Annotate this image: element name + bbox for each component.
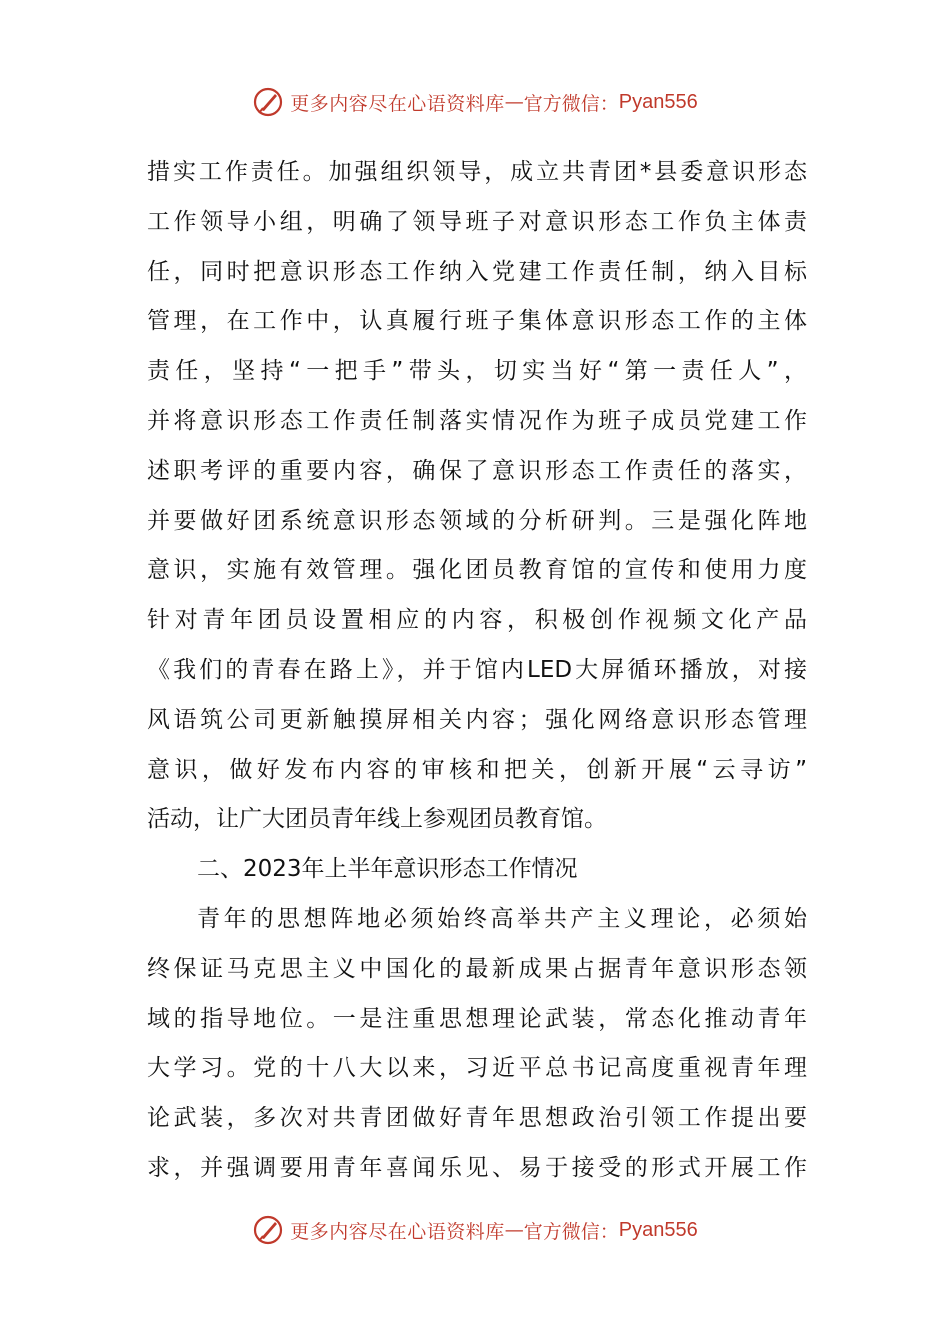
watermark-text: 更多内容尽在心语资料库 (290, 1220, 505, 1243)
watermark-wechat-id: Pyan556 (618, 90, 698, 113)
paragraph-1 (147, 148, 807, 845)
text-line: 措实工作责任。加强组织领导，成立共青团*县委意识形态 (147, 159, 807, 185)
text-line: 论武装，多次对共青团做好青年思想政治引领工作提出要 (147, 1105, 807, 1132)
text-line: 求，并强调要用青年喜闻乐见、易于接受的形式开展工作 (147, 1154, 807, 1181)
text-line: 意识，做好发布内容的审核和把关，创新开展“云寻访” (147, 756, 807, 783)
footer-watermark (0, 1210, 950, 1250)
text-line: 域的指导地位。一是注重思想理论武装，常态化推动青年 (147, 1005, 807, 1032)
text-line: 工作领导小组，明确了领导班子对意识形态工作负主体责 (147, 208, 807, 235)
text-line: 并将意识形态工作责任制落实情况作为班子成员党建工作 (147, 407, 807, 434)
text-line: 青年的思想阵地必须始终高举共产主义理论，必须始 (197, 905, 807, 932)
paragraph-2 (147, 895, 807, 1194)
watermark-text: 更多内容尽在心语资料库 (290, 92, 505, 115)
quill-logo-icon (252, 1214, 284, 1246)
text-line: 针对青年团员设置相应的内容，积极创作视频文化产品 (147, 607, 807, 634)
text-line: 并要做好团系统意识形态领域的分析研判。三是强化阵地 (147, 507, 807, 534)
watermark-separator: — (504, 1219, 524, 1241)
text-line: 大学习。党的十八大以来，习近平总书记高度重视青年理 (147, 1055, 807, 1082)
text-line: 终保证马克思主义中国化的最新成果占据青年意识形态领 (147, 955, 807, 982)
text-line: 意识，实施有效管理。强化团员教育馆的宣传和使用力度 (147, 557, 807, 584)
text-line: 任，同时把意识形态工作纳入党建工作责任制，纳入目标 (147, 258, 807, 285)
document-body (147, 148, 807, 1194)
watermark-wechat-label: 官方微信： (523, 92, 619, 115)
header-watermark (0, 82, 950, 122)
watermark-wechat-label: 官方微信： (523, 1220, 619, 1243)
text-line: 《我们的青春在路上》，并于馆内LED大屏循环播放，对接 (147, 656, 807, 683)
text-line: 风语筑公司更新触摸屏相关内容；强化网络意识形态管理 (147, 706, 807, 733)
quill-logo-icon (252, 86, 284, 118)
watermark-separator: — (504, 91, 524, 113)
text-line: 活动，让广大团员青年线上参观团员教育馆。 (147, 806, 607, 833)
text-line: 责任，坚持“一把手”带头，切实当好“第一责任人”， (147, 358, 807, 385)
section-heading: 二、2023年上半年意识形态工作情况 (197, 856, 578, 883)
watermark-wechat-id: Pyan556 (618, 1218, 698, 1241)
text-line: 述职考评的重要内容，确保了意识形态工作责任的落实， (147, 457, 807, 484)
text-line: 管理，在工作中，认真履行班子集体意识形态工作的主体 (147, 308, 807, 335)
